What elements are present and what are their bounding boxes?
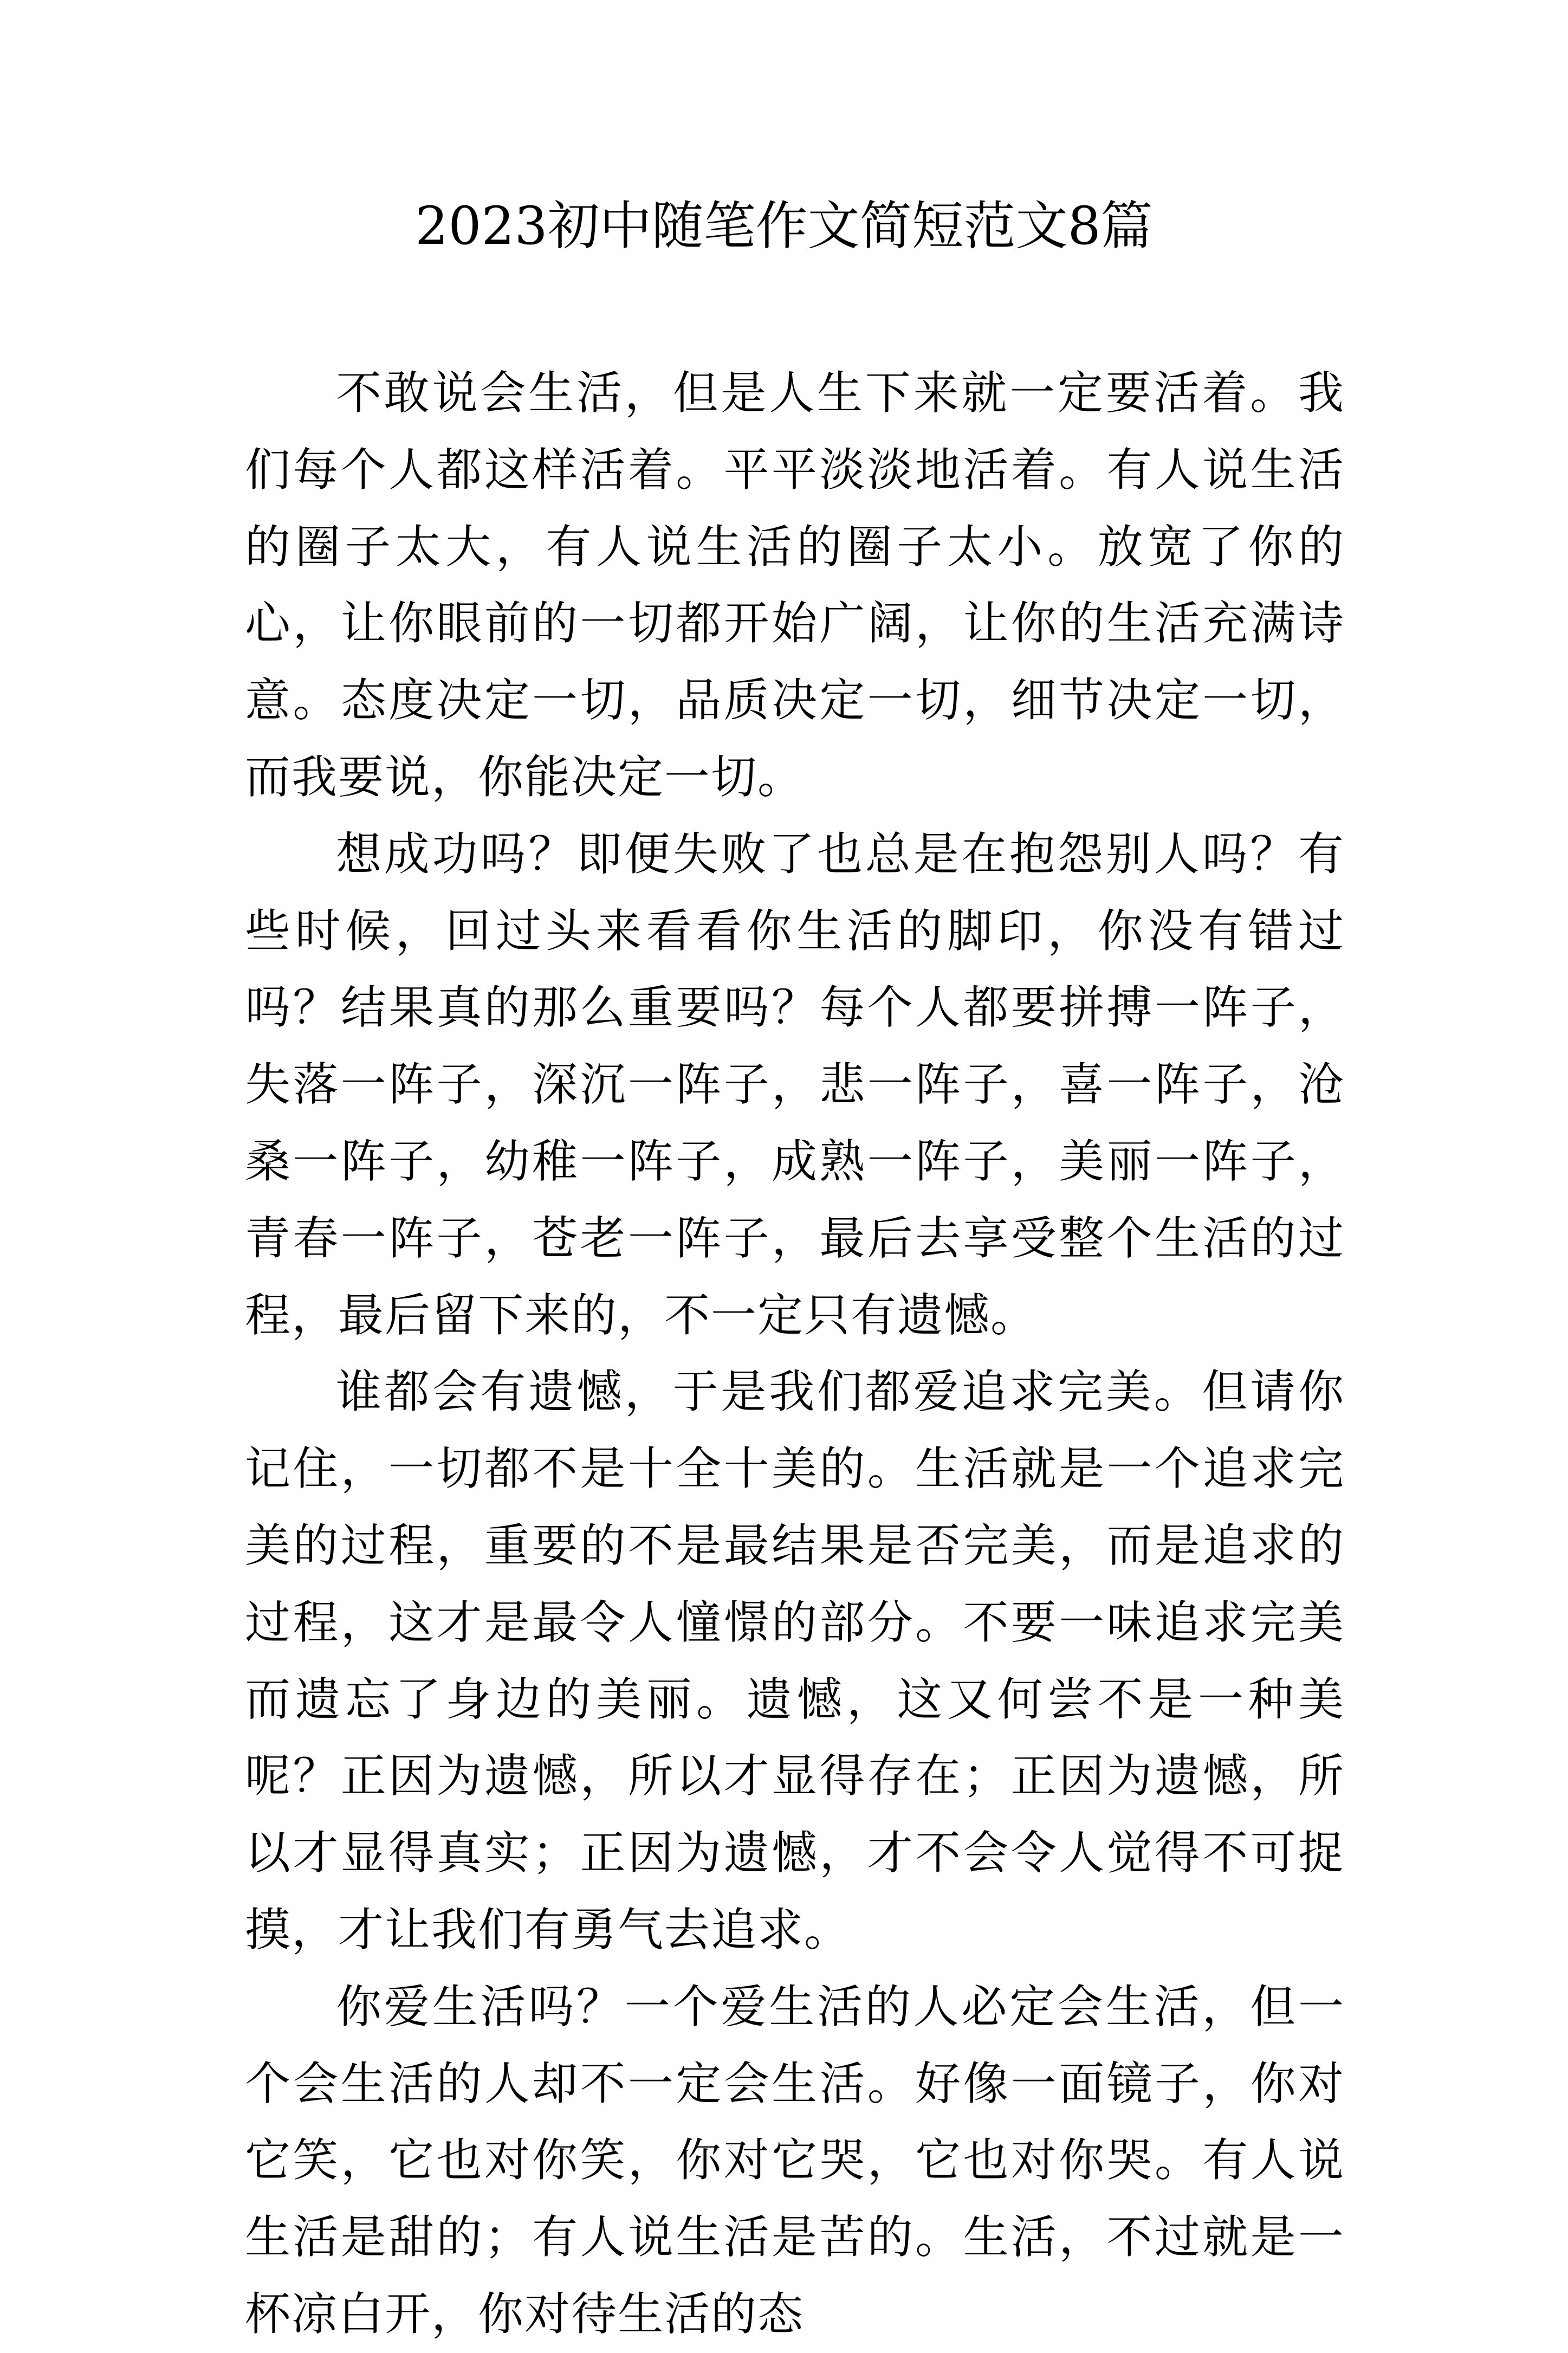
paragraph-1: 不敢说会生活，但是人生下来就一定要活着。我们每个人都这样活着。平平淡淡地活着。有人说生活的圈子太大，有人说生活的圈子太小。放宽了你的心，让你眼前的一切都开始广阔，让你的生活充满诗意。态度决定一切，品质决定一切，细节决定一切，而我要说，你能决定一切。 <box>245 366 1345 804</box>
document-title: 2023初中随笔作文简短范文8篇 <box>415 196 1153 256</box>
document-body <box>245 355 1345 2353</box>
paragraph-2: 想成功吗？即便失败了也总是在抱怨别人吗？有些时候，回过头来看看你生活的脚印，你没有错过吗？结果真的那么重要吗？每个人都要拼搏一阵子，失落一阵子，深沉一阵子，悲一阵子，喜一阵子，沧桑一阵子，幼稚一阵子，成熟一阵子，美丽一阵子，青春一阵子，苍老一阵子，最后去享受整个生活的过程，最后留下来的，不一定只有遗憾。 <box>245 827 1345 1342</box>
paragraph-3: 谁都会有遗憾，于是我们都爱追求完美。但请你记住，一切都不是十全十美的。生活就是一个追求完美的过程，重要的不是最结果是否完美，而是追求的过程，这才是最令人憧憬的部分。不要一味追求完美而遗忘了身边的美丽。遗憾，这又何尝不是一种美呢？正因为遗憾，所以才显得存在；正因为遗憾，所以才显得真实；正因为遗憾，才不会令人觉得不可捉摸，才让我们有勇气去追求。 <box>245 1365 1345 1956</box>
paragraph-4: 你爱生活吗？一个爱生活的人必定会生活，但一个会生活的人却不一定会生活。好像一面镜子，你对它笑，它也对你笑，你对它哭，它也对你哭。有人说生活是甜的；有人说生活是苦的。生活，不过就是一杯凉白开，你对待生活的态 <box>245 1980 1345 2341</box>
